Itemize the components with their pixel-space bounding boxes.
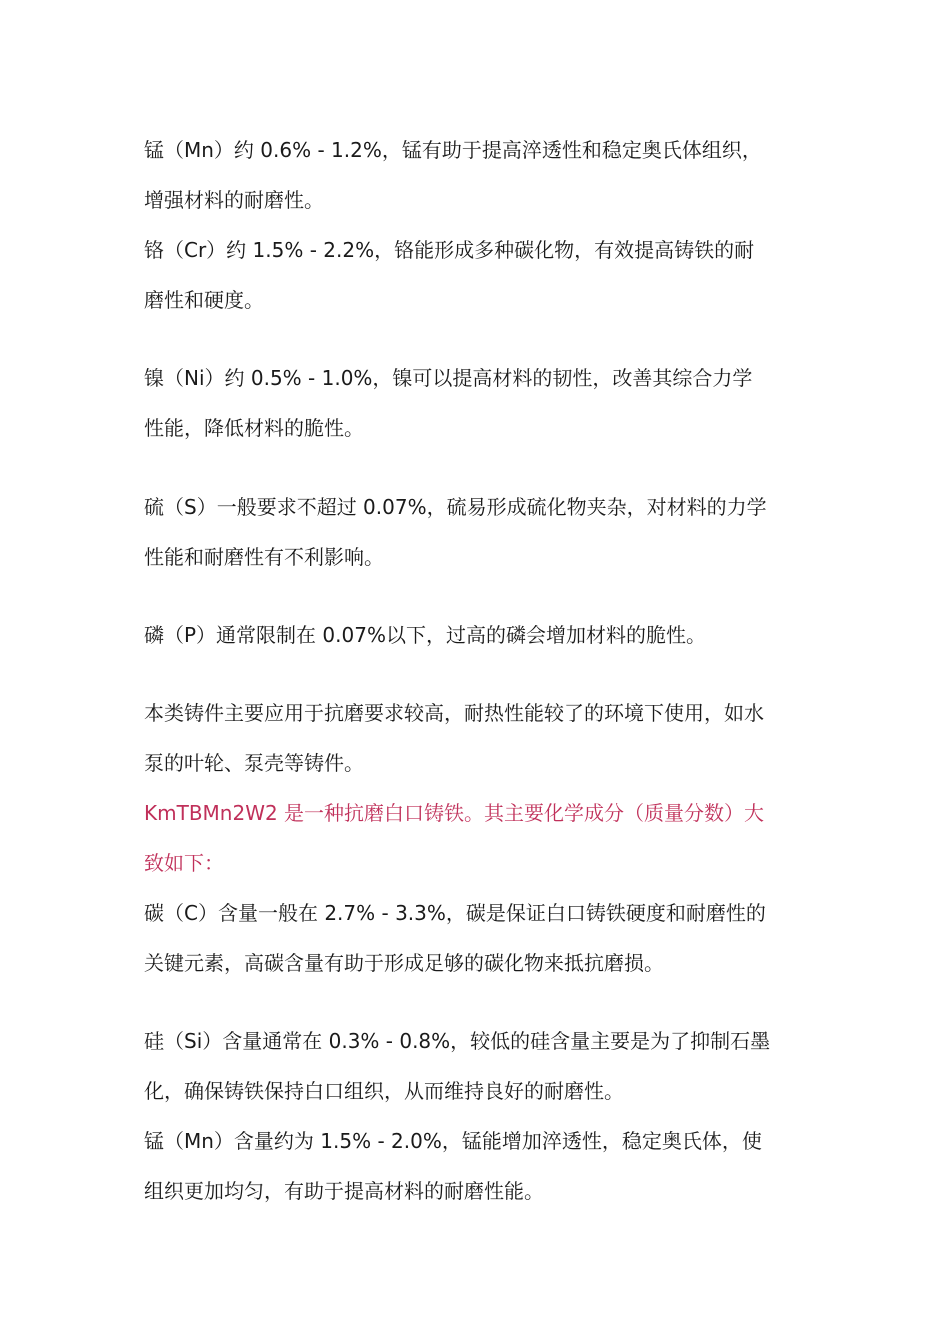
text-line: 泵的叶轮、泵壳等铸件。 xyxy=(144,751,364,775)
text-line: 组织更加均匀，有助于提高材料的耐磨性能。 xyxy=(144,1179,544,1203)
text-line: 锰（Mn）含量约为 1.5% - 2.0%，锰能增加淬透性，稳定奥氏体，使 xyxy=(144,1129,762,1153)
text-line: 硫（S）一般要求不超过 0.07%，硫易形成硫化物夹杂，对材料的力学 xyxy=(144,495,767,519)
text-line: 铬（Cr）约 1.5% - 2.2%，铬能形成多种碳化物，有效提高铸铁的耐 xyxy=(144,238,755,262)
text-line: 增强材料的耐磨性。 xyxy=(144,188,324,212)
text-line: 碳（C）含量一般在 2.7% - 3.3%，碳是保证白口铸铁硬度和耐磨性的 xyxy=(144,901,766,925)
text-line: 化，确保铸铁保持白口组织，从而维持良好的耐磨性。 xyxy=(144,1079,624,1103)
text-line: 磨性和硬度。 xyxy=(144,288,264,312)
text-line: 锰（Mn）约 0.6% - 1.2%，锰有助于提高淬透性和稳定奥氏体组织， xyxy=(144,138,762,162)
text-line: 硅（Si）含量通常在 0.3% - 0.8%，较低的硅含量主要是为了抑制石墨 xyxy=(144,1029,771,1053)
section-heading-line: 致如下： xyxy=(144,851,224,875)
section-heading-line: KmTBMn2W2 是一种抗磨白口铸铁。其主要化学成分（质量分数）大 xyxy=(144,801,765,825)
text-line: 磷（P）通常限制在 0.07%以下，过高的磷会增加材料的脆性。 xyxy=(144,623,706,647)
text-line: 关键元素，高碳含量有助于形成足够的碳化物来抵抗磨损。 xyxy=(144,951,664,975)
text-line: 性能，降低材料的脆性。 xyxy=(144,416,364,440)
text-line: 本类铸件主要应用于抗磨要求较高，耐热性能较了的环境下使用，如水 xyxy=(144,701,764,725)
text-line: 镍（Ni）约 0.5% - 1.0%，镍可以提高材料的韧性，改善其综合力学 xyxy=(144,366,753,390)
text-line: 性能和耐磨性有不利影响。 xyxy=(144,545,384,569)
